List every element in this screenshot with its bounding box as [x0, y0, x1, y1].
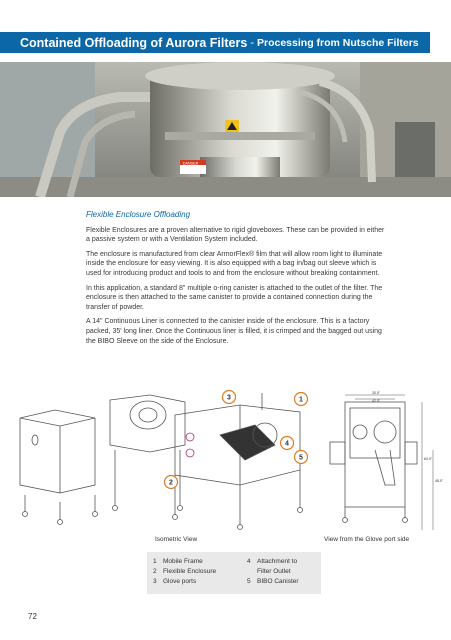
legend-left-column — [153, 557, 216, 587]
paragraph: A 14" Continuous Liner is connected to the canister inside of the enclosure. This is a factory packed, 35' long liner. Once the Continuous liner is filled, it is crimped and the bagged out using the BIBO Sleeve on the side of the Enclosure. — [86, 318, 382, 345]
legend-box — [147, 552, 321, 594]
page-title: Contained Offloading of Aurora Filters — [20, 35, 248, 50]
callout-1 — [295, 393, 308, 406]
legend-item: 3 Glove ports — [153, 578, 197, 585]
callout-4 — [281, 437, 294, 450]
title-separator: - — [250, 36, 254, 49]
paragraph: The enclosure is manufactured from clear ArmorFlex® film that will allow room light to illuminate inside the enclosure for easy viewing. It is also equipped with a bag in/bag out sleeve which is used for introducing product and tools to and from the enclosure without breaking containment. — [86, 250, 383, 277]
svg-text:4: 4 — [285, 440, 289, 448]
page-number: 72 — [28, 612, 37, 621]
article-body — [86, 210, 386, 351]
technical-drawings — [0, 390, 451, 550]
legend-item: 2 Flexible Enclosure — [153, 568, 217, 575]
svg-text:3: 3 — [227, 394, 231, 402]
callout-3 — [223, 391, 236, 404]
callout-5 — [295, 451, 308, 464]
legend-item: 4 Attachment to — [247, 558, 298, 565]
svg-text:5: 5 — [299, 454, 303, 462]
legend-right-column — [247, 557, 299, 587]
svg-text:2: 2 — [169, 479, 173, 487]
dimension-inner-width: 42.0" — [372, 399, 381, 403]
equipment-photo — [0, 62, 451, 197]
caption-side-view: View from the Glove port side — [324, 536, 410, 543]
page-subtitle: Processing from Nutsche Filters — [257, 36, 419, 49]
section-heading: Flexible Enclosure Offloading — [86, 210, 191, 219]
danger-label: DANGER — [183, 161, 199, 166]
isometric-drawing — [0, 390, 451, 550]
legend-item: Filter Outlet — [257, 568, 291, 575]
legend-item: 5 BIBO Canister — [247, 578, 299, 585]
paragraph: In this application, a standard 8" multiple o-ring canister is attached to the outlet of the filter. The enclosure is then attached to the same canister to provide a contained connection during the transfer of powder. — [86, 284, 383, 311]
paragraph: Flexible Enclosures are a proven alternative to rigid gloveboxes. These can be provided in either a passive system or with a Ventilation System included. — [86, 226, 385, 244]
caption-isometric: Isometric View — [155, 536, 198, 543]
dimension-width: 30.0" — [372, 391, 381, 395]
dimension-lower-height: 48.0" — [435, 479, 444, 483]
title-banner — [0, 32, 430, 53]
dimension-height: 60.0" — [424, 457, 433, 461]
callout-2 — [165, 476, 178, 489]
legend-item: 1 Mobile Frame — [153, 558, 203, 565]
svg-text:1: 1 — [299, 396, 303, 404]
